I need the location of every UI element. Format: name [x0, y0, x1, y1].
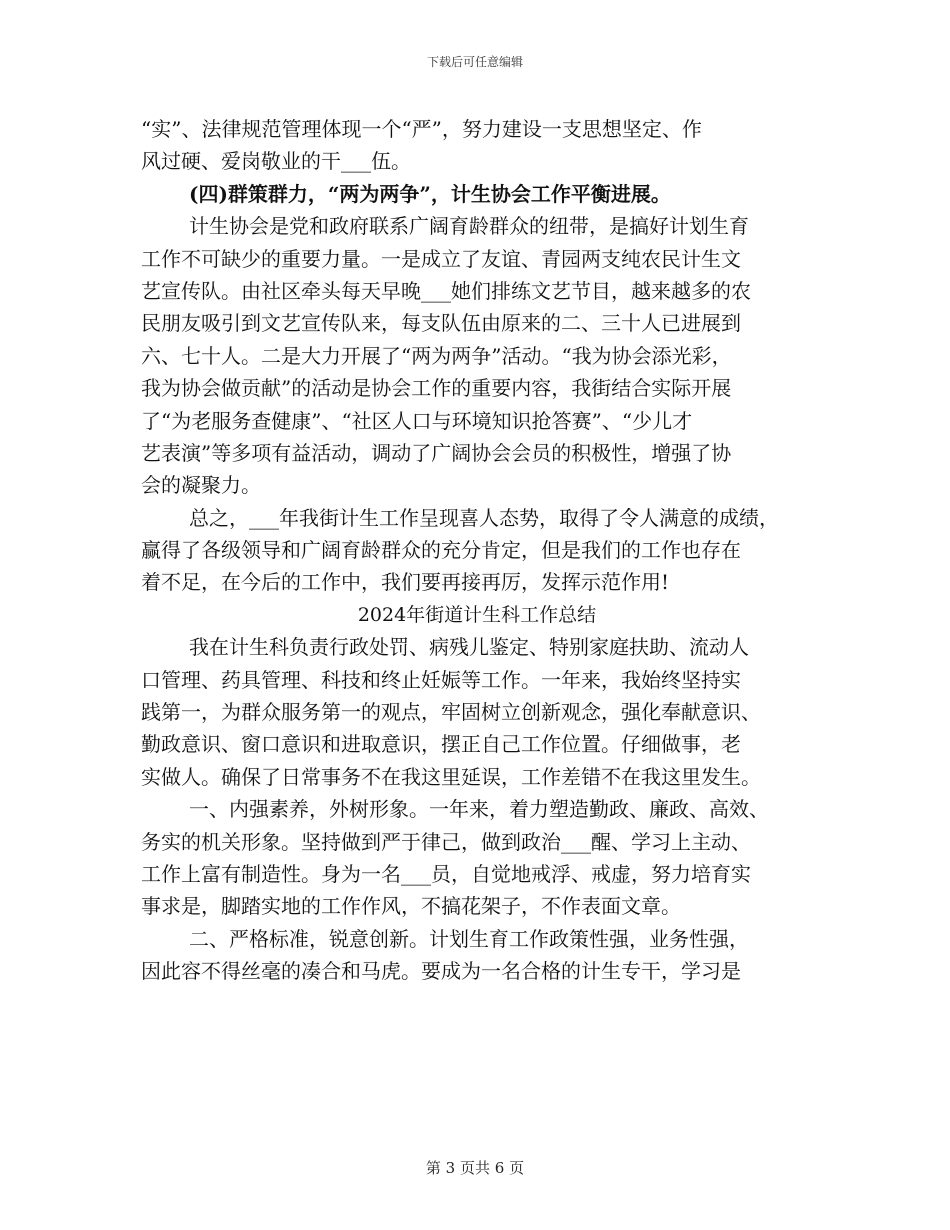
section-heading: (四)群策群力，“两为两争”，计生协会工作平衡进展。	[189, 181, 671, 206]
text-line: 践第一，为群众服务第一的观点，牢固树立创新观念，强化奉献意识、	[141, 700, 761, 725]
text-line: 工作上富有制造性。身为一名___员，自觉地戒浮、戒虚，努力培育实	[141, 861, 751, 886]
text-line: 民朋友吸引到文艺宣传队来，每支队伍由原来的二、三十人已进展到	[141, 311, 741, 336]
document-body	[141, 113, 813, 988]
text-line: 二、严格标准，锐意创新。计划生育工作政策性强，业务性强，	[189, 926, 749, 951]
text-line: 六、七十人。二是大力开展了“两为两争”活动。“我为协会添光彩，	[141, 343, 732, 368]
text-line: 赢得了各级领导和广阔育龄群众的充分肯定，但是我们的工作也存在	[141, 538, 741, 563]
text-line: 总之，___年我街计生工作呈现喜人态势，取得了令人满意的成绩，	[189, 505, 779, 530]
text-line: 勤政意识、窗口意识和进取意识，摆正自己工作位置。仔细做事，老	[141, 732, 741, 757]
text-line: 务实的机关形象。坚持做到严于律己，做到政治___醒、学习上主动、	[141, 829, 751, 854]
text-line: 艺宣传队。由社区牵头每天早晚___她们排练文艺节目，越来越多的农	[141, 278, 751, 303]
text-line: 计生协会是党和政府联系广阔育龄群众的纽带，是搞好计划生育	[189, 214, 749, 239]
document-title: 2024年街道计生科工作总结	[357, 603, 597, 626]
text-line: 口管理、药具管理、科技和终止妊娠等工作。一年来，我始终坚持实	[141, 667, 741, 692]
text-line: 着不足，在今后的工作中，我们要再接再厉，发挥示范作用!	[141, 570, 670, 595]
text-line: 事求是，脚踏实地的工作作风，不搞花架子，不作表面文章。	[141, 894, 681, 919]
text-line: 我在计生科负责行政处罚、病残儿鉴定、特别家庭扶助、流动人	[189, 635, 749, 660]
text-line: 了“为老服务查健康”、“社区人口与环境知识抢答赛”、“少儿才	[141, 408, 693, 433]
text-line: “实”、法律规范管理体现一个“严”，努力建设一支思想坚定、作	[141, 117, 702, 141]
text-line: 风过硬、爱岗敬业的干___伍。	[141, 149, 411, 174]
text-line: 因此容不得丝毫的凑合和马虎。要成为一名合格的计生专干，学习是	[141, 959, 741, 984]
page-footer: 第 3 页共 6 页	[425, 1159, 525, 1177]
text-line: 一、内强素养，外树形象。一年来，着力塑造勤政、廉政、高效、	[189, 797, 769, 822]
text-line: 会的凝聚力。	[141, 473, 261, 498]
text-line: 工作不可缺少的重要力量。一是成立了友谊、青园两支纯农民计生文	[141, 246, 741, 271]
page-header: 下载后可任意编辑	[426, 55, 523, 69]
text-line: 实做人。确保了日常事务不在我这里延误，工作差错不在我这里发生。	[141, 764, 761, 789]
text-line: 艺表演”等多项有益活动，调动了广阔协会会员的积极性，增强了协	[141, 440, 732, 465]
text-line: 我为协会做贡献”的活动是协会工作的重要内容，我街结合实际开展	[141, 376, 732, 401]
